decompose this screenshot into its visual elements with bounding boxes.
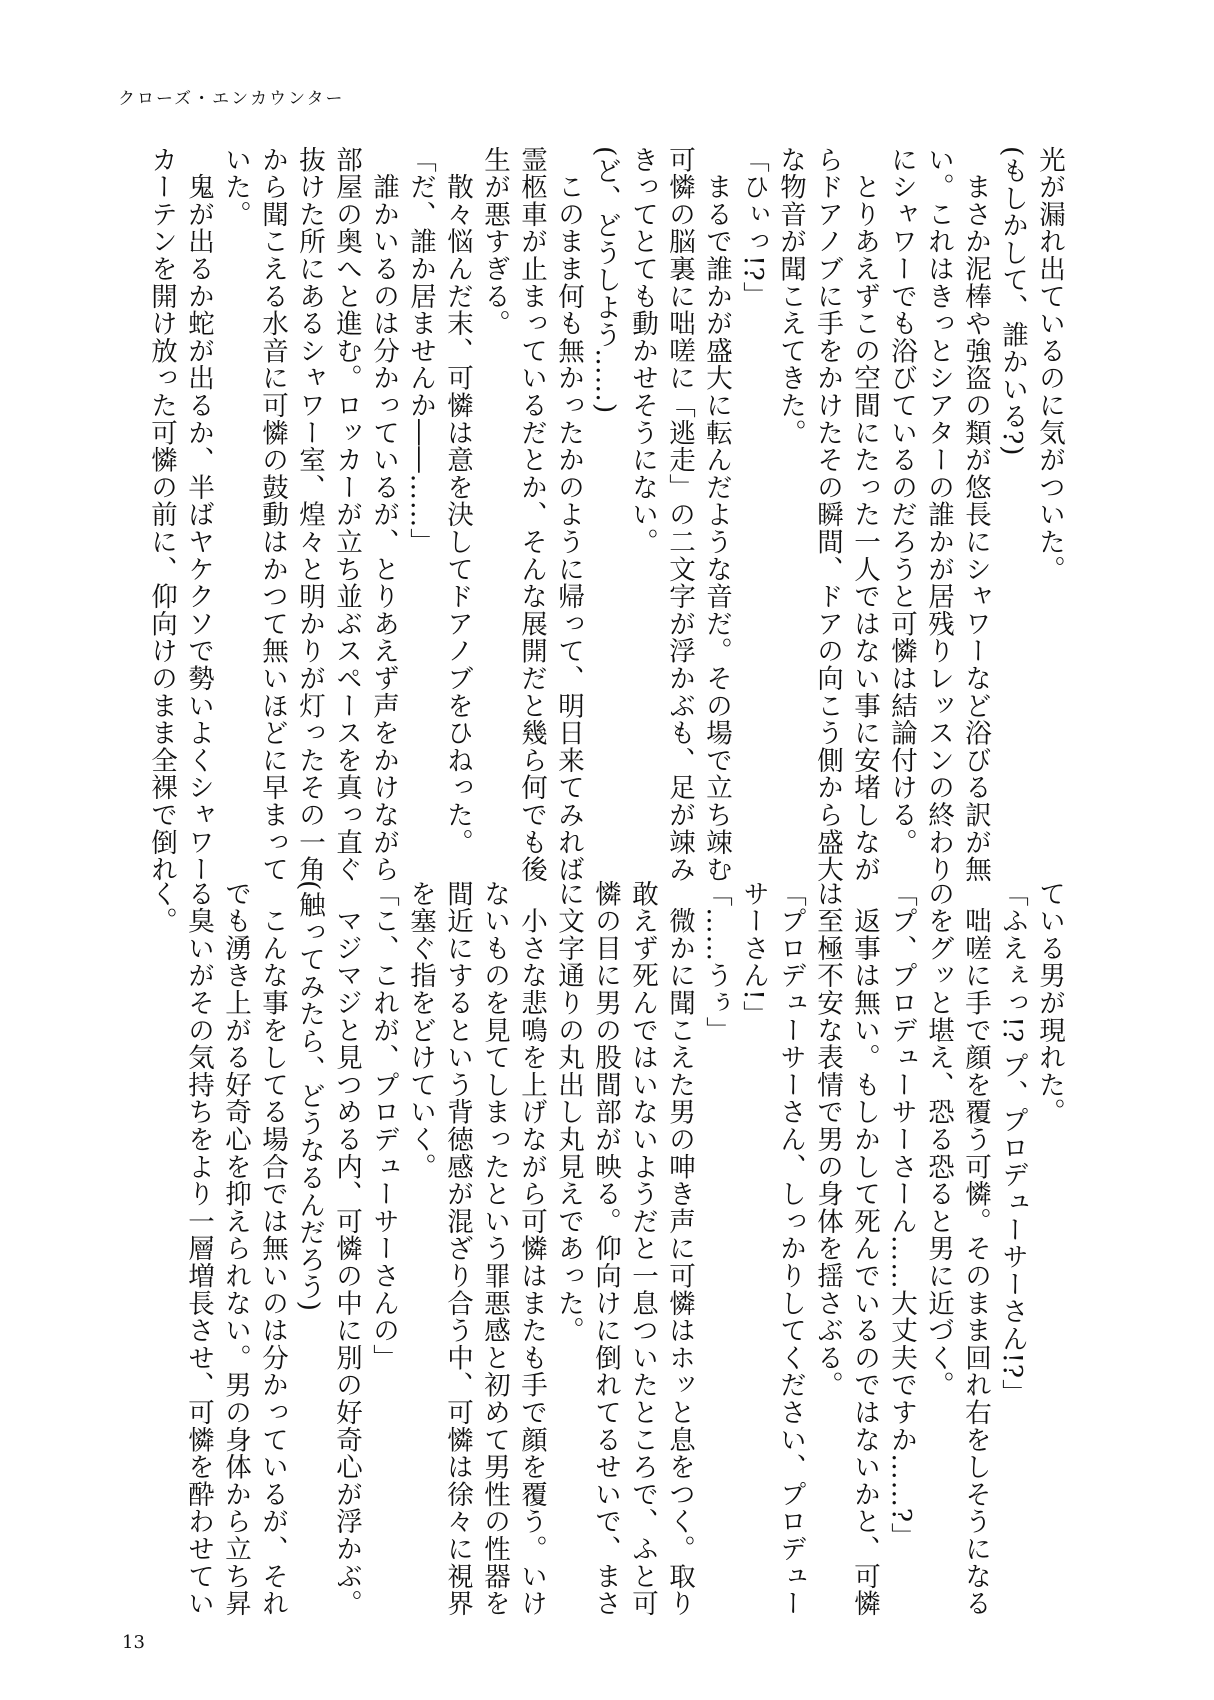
text-column: 間近にするという背徳感が混ざり合う中、可憐は徐々に視界	[442, 880, 473, 1618]
text-column: いた。	[220, 146, 251, 228]
text-column: こんな事をしてる場合では無いのは分かっているが、それ	[257, 880, 288, 1618]
text-column: 抜けた所にあるシャワー室、煌々と明かりが灯ったその一角	[294, 146, 325, 884]
text-column: 鬼が出るか蛇が出るか、半ばヤケクソで勢いよくシャワー	[183, 146, 214, 884]
text-column: 散々悩んだ末、可憐は意を決してドアノブをひねった。	[442, 146, 473, 856]
text-column: 「ふえぇっ!? プ、プロデューサーさん!?」	[997, 880, 1028, 1407]
text-column: にシャワーでも浴びているのだろうと可憐は結論付ける。	[886, 146, 917, 856]
text-column: 誰かいるのは分かっているが、とりあえず声をかけながら	[368, 146, 399, 884]
text-column: は至極不安な表情で男の身体を揺さぶる。	[812, 880, 843, 1399]
running-title: クローズ・エンカウンター	[118, 89, 345, 109]
text-column: な物音が聞こえてきた。	[775, 146, 806, 447]
text-column: ている男が現れた。	[1034, 880, 1065, 1126]
text-block-upper	[143, 146, 1068, 884]
text-column: 小さな悲鳴を上げながら可憐はまたも手で顔を覆う。いけ	[516, 880, 547, 1618]
text-column: 霊柩車が止まっているだとか、そんな展開だと幾ら何でも後	[516, 146, 547, 884]
text-column: (もしかして、誰かいる?)	[997, 146, 1028, 457]
text-column: らドアノブに手をかけたその瞬間、ドアの向こう側から盛大	[812, 146, 843, 884]
text-column: きってとても動かせそうにない。	[627, 146, 658, 556]
text-column: 「プロデューサーさん、しっかりしてください、プロデュー	[775, 880, 806, 1618]
text-column: でも湧き上がる好奇心を抑えられない。男の身体から立ち昇	[220, 880, 251, 1618]
text-column: る臭いがその気持ちをより一層増長させ、可憐を酔わせてい	[183, 880, 214, 1618]
text-column: 敢えず死んではいないようだと一息ついたところで、ふと可	[627, 880, 658, 1618]
text-column: のをグッと堪え、恐る恐ると男に近づく。	[923, 880, 954, 1399]
text-column: (ど、どうしよう……)	[590, 146, 621, 414]
text-column: 憐の目に男の股間部が映る。仰向けに倒れてるせいで、まさ	[590, 880, 621, 1618]
text-column: マジマジと見つめる内、可憐の中に別の好奇心が浮かぶ。	[331, 880, 362, 1618]
text-column: カーテンを開け放った可憐の前に、仰向けのまま全裸で倒れ	[146, 146, 177, 884]
text-column: とりあえずこの空間にたった一人ではない事に安堵しなが	[849, 146, 880, 884]
page-number: 13	[122, 1632, 145, 1653]
text-column: 「プ、プロデューサーさーん……大丈夫ですか……?」	[886, 880, 917, 1551]
text-column: 「こ、これが、プロデューサーさんの」	[368, 880, 399, 1372]
text-column: 微かに聞こえた男の呻き声に可憐はホッと息をつく。取り	[664, 880, 695, 1618]
text-column: 「……うぅ」	[701, 880, 732, 1044]
text-column: く。	[146, 880, 177, 935]
text-column: 返事は無い。もしかして死んでいるのではないかと、可憐	[849, 880, 880, 1618]
text-column: 部屋の奥へと進む。ロッカーが立ち並ぶスペースを真っ直ぐ	[331, 146, 362, 884]
text-column: サーさん!」	[738, 880, 769, 1028]
text-column: 可憐の脳裏に咄嗟に「逃走」の二文字が浮かぶも、足が竦み	[664, 146, 695, 884]
text-column: このまま何も無かったかのように帰って、明日来てみれば	[553, 146, 584, 884]
text-column: から聞こえる水音に可憐の鼓動はかつて無いほどに早まって	[257, 146, 288, 884]
text-column: ないものを見てしまったという罪悪感と初めて男性の性器を	[479, 880, 510, 1618]
text-column: 「ひぃっ!?」	[738, 146, 769, 309]
text-column: を塞ぐ指をどけていく。	[405, 880, 436, 1181]
text-column: 生が悪すぎる。	[479, 146, 510, 338]
text-column: 咄嗟に手で顔を覆う可憐。そのまま回れ右をしそうになる	[960, 880, 991, 1618]
text-column: 光が漏れ出ているのに気がついた。	[1034, 146, 1065, 583]
text-column: (触ってみたら、どうなるんだろう)	[294, 880, 325, 1312]
text-column: まるで誰かが盛大に転んだような音だ。その場で立ち竦む	[701, 146, 732, 884]
text-column: い。これはきっとシアターの誰かが居残りレッスンの終わり	[923, 146, 954, 884]
text-column: に文字通りの丸出し丸見えであった。	[553, 880, 584, 1345]
text-column: 「だ、誰か居ませんか――……」	[405, 146, 436, 556]
text-block-lower	[143, 880, 1068, 1618]
text-column: まさか泥棒や強盗の類が悠長にシャワーなど浴びる訳が無	[960, 146, 991, 884]
